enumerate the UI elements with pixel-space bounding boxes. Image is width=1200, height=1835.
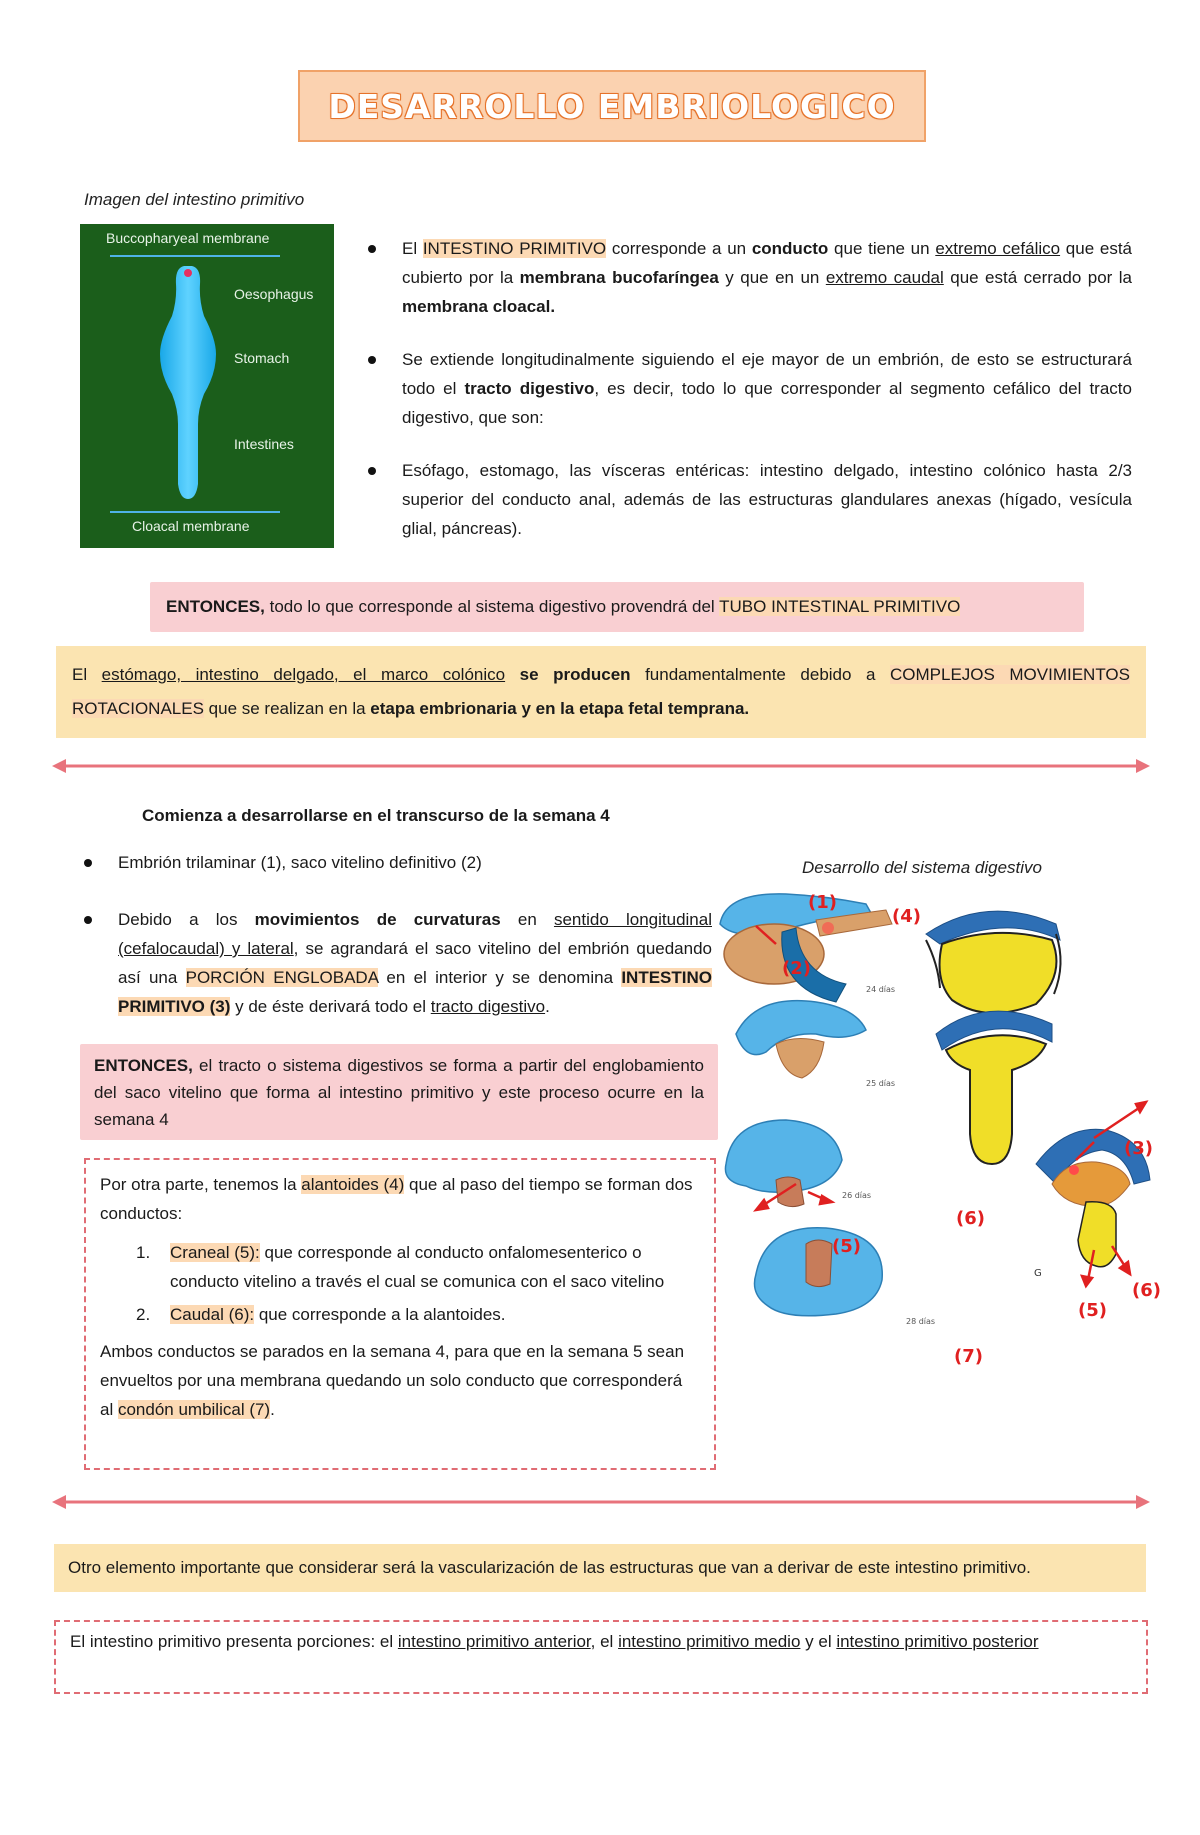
label-26dias: 26 días [842, 1191, 872, 1200]
vascularization-note: Otro elemento importante que considerar será la vascularización de las estructuras que van a derivar de este intestino primitivo. [54, 1544, 1146, 1592]
embryo-26-days [725, 1120, 871, 1207]
bullet-1: El INTESTINO PRIMITIVO corresponde a un conducto que tiene un extremo cefálico que está cubierto por la membrana bucofaríngea y que en un extremo caudal que está cerrado por la membrana cloacal. [368, 234, 1132, 321]
label-6b: (6) [1132, 1280, 1161, 1301]
label-5a: (5) [832, 1236, 861, 1257]
label-g: G [1034, 1268, 1042, 1279]
primitive-gut-image [80, 224, 334, 548]
label-24dias: 24 días [866, 985, 896, 994]
label-2: (2) [782, 958, 811, 979]
bullet-dot [368, 245, 376, 253]
alantoides-summary: Ambos conductos se parados en la semana 4, para que en la semana 5 sean envueltos por una membrana quedando un solo conducto que corresponderá al condón umbilical (7). [100, 1342, 685, 1419]
conduct-caudal: 2. Caudal (6): que corresponde a la alantoides. [136, 1305, 506, 1324]
label-intestines: Intestines [234, 436, 294, 452]
alantoides-intro: Por otra parte, tenemos la alantoides (4) que al paso del tiempo se forman dos conductos: [100, 1175, 693, 1223]
bullet-dot [84, 916, 92, 924]
divider-arrow-2 [52, 1492, 1150, 1512]
section-heading: Comienza a desarrollarse en el transcurso de la semana 4 [142, 806, 610, 825]
label-stomach: Stomach [234, 350, 290, 366]
entonces-box-2: ENTONCES, el tracto o sistema digestivos se forma a partir del englobamiento del saco vitelino que forma al intestino primitivo y este proceso ocurre en la semana 4 [80, 1044, 718, 1140]
membrane-dot [184, 269, 192, 277]
rotational-movements-box: El estómago, intestino delgado, el marco colónico se producen fundamentalmente debido a COMPLEJOS MOVIMIENTOS ROTACIONALES que se realizan en la etapa embrionaria y en la etapa fetal temprana. [56, 646, 1146, 738]
label-3: (3) [1124, 1138, 1153, 1159]
divider-arrow-1 [52, 756, 1150, 776]
label-25dias: 25 días [866, 1079, 896, 1088]
bullet-dot [368, 356, 376, 364]
page-title: DESARROLLO EMBRIOLOGICO [328, 86, 896, 126]
label-5b: (5) [1078, 1300, 1107, 1321]
label-4: (4) [892, 906, 921, 927]
conduct-craneal: 1. Craneal (5): que corresponde al conducto onfalomesenterico o conducto vitelino a través el cual se comunica con el saco vitelino [136, 1243, 665, 1291]
intestine-portions-box: El intestino primitivo presenta porciones: el intestino primitivo anterior, el intestino primitivo medio y el intestino primitivo posterior [54, 1620, 1148, 1694]
entonces-banner: ENTONCES, todo lo que corresponde al sistema digestivo provendrá del TUBO INTESTINAL PRIMITIVO [150, 582, 1084, 632]
label-1: (1) [808, 892, 837, 913]
bullet-2: Se extiende longitudinalmente siguiendo el eje mayor de un embrión, de esto se estructurará todo el tracto digestivo, es decir, todo lo que corresponder al segmento cefálico del tracto digestivo, que son: [368, 345, 1132, 432]
section2-bullets [84, 848, 712, 1045]
image2-caption: Desarrollo del sistema digestivo [802, 858, 1042, 877]
top-bullets [368, 234, 1132, 567]
yolk-sac-1 [926, 911, 1061, 1013]
label-6a: (6) [956, 1208, 985, 1229]
gut-tube [160, 266, 216, 499]
bullet-dot [368, 467, 376, 475]
image1-caption: Imagen del intestino primitivo [84, 190, 305, 209]
conduct-list [100, 1238, 700, 1329]
bullet-trilaminar: Embrión trilaminar (1), saco vitelino definitivo (2) [84, 848, 712, 877]
bullet-3: Esófago, estomago, las vísceras entéricas: intestino delgado, intestino colónico hasta 2/3 superior del conducto anal, además de las estructuras glandulares anexas (hígado, vesícula glial, páncreas). [368, 456, 1132, 543]
embryo-25-days [736, 1001, 895, 1088]
label-oesophagus: Oesophagus [234, 286, 314, 302]
yolk-sac-2 [936, 1011, 1052, 1164]
label-cloacal: Cloacal membrane [132, 518, 250, 534]
label-7: (7) [954, 1346, 983, 1367]
label-28dias: 28 días [906, 1317, 936, 1326]
title-box [298, 70, 926, 142]
primitive-gut-illustration [80, 224, 334, 548]
bullet-curvaturas: Debido a los movimientos de curvaturas en sentido longitudinal (cefalocaudal) y lateral, se agrandará el saco vitelino del embrión quedando así una PORCIÓN ENGLOBADA en el interior y se denomina INTESTINO PRIMITIVO (3) y de éste derivará todo el tracto digestivo. [84, 905, 712, 1021]
alantoides-box [84, 1158, 716, 1470]
label-bucco: Buccopharyeal membrane [106, 230, 270, 246]
bullet-dot [84, 859, 92, 867]
